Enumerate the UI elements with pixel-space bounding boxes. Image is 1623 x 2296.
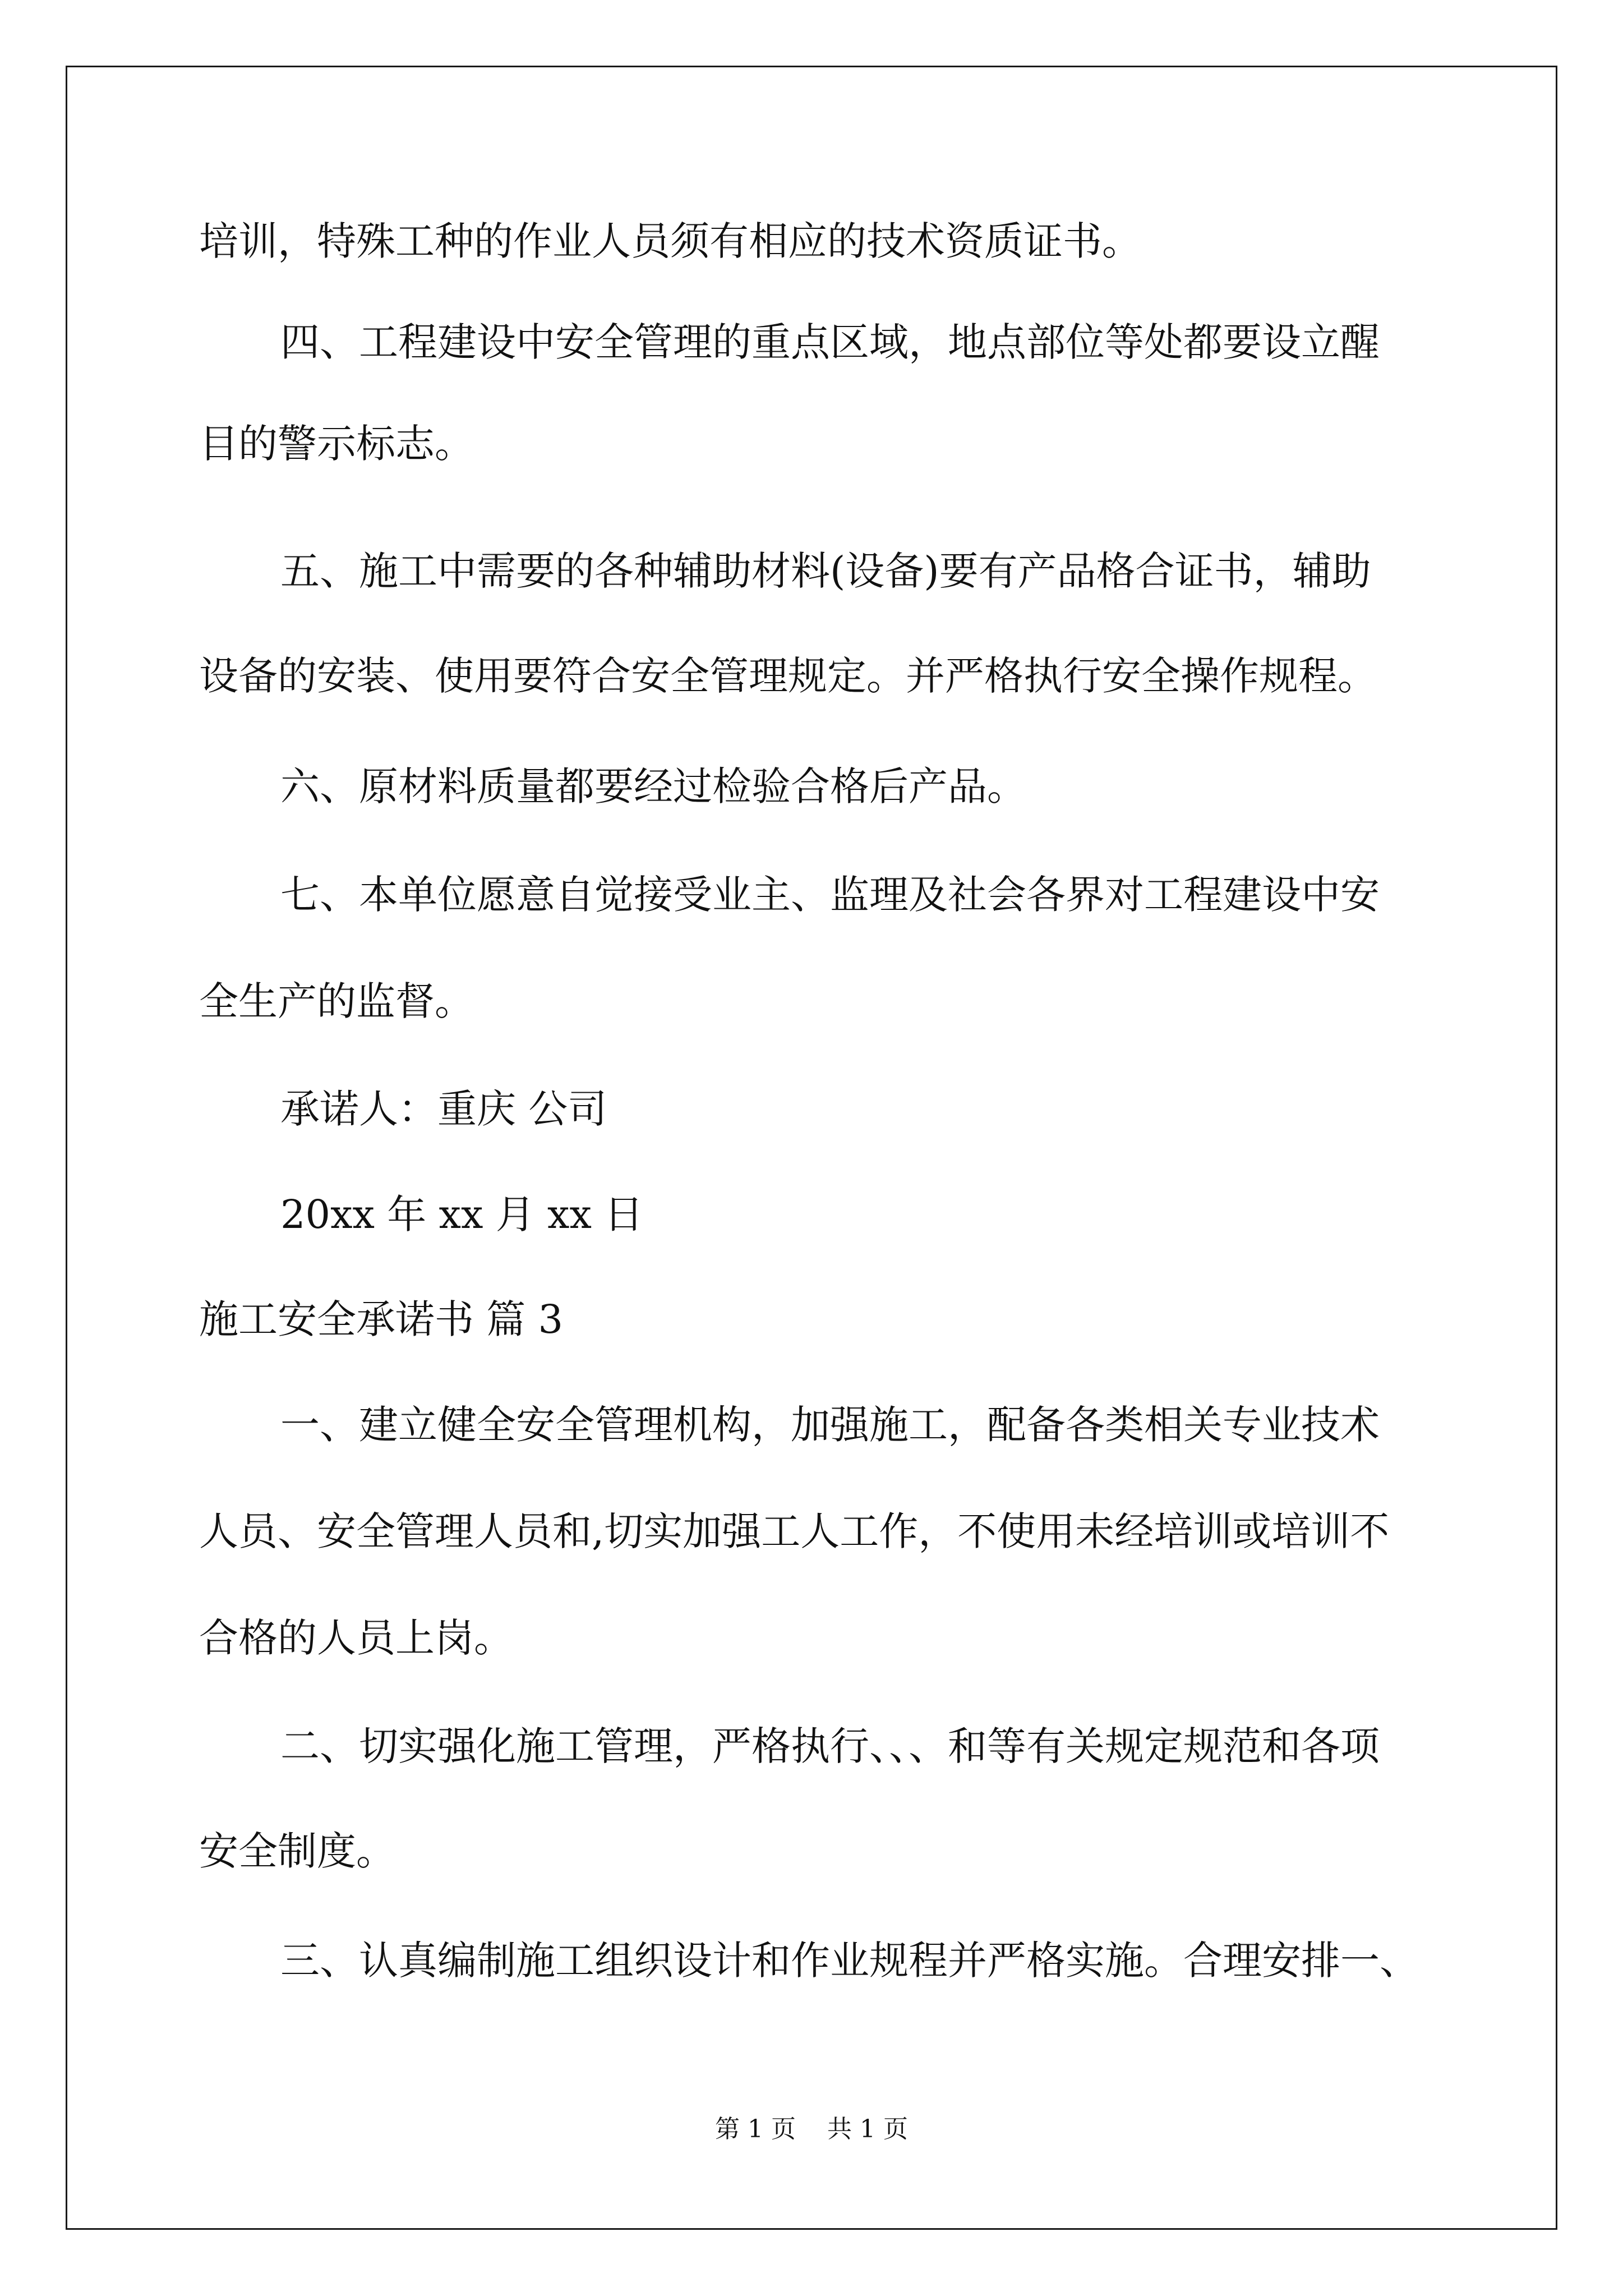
text-line: 目的警示标志。 [199, 421, 474, 467]
page-border [66, 66, 1557, 2230]
text-line: 二、切实强化施工管理，严格执行、、、和等有关规定规范和各项 [280, 1723, 1380, 1769]
text-line: 设备的安装、使用要符合安全管理规定。并严格执行安全操作规程。 [199, 653, 1377, 699]
text-line: 七、本单位愿意自觉接受业主、监理及社会各界对工程建设中安 [280, 872, 1380, 918]
text-line: 安全制度。 [199, 1828, 395, 1874]
signatory-line: 承诺人：重庆 公司 [280, 1086, 607, 1132]
text-line: 培训，特殊工种的作业人员须有相应的技术资质证书。 [199, 218, 1141, 264]
text-line: 一、建立健全安全管理机构，加强施工，配备各类相关专业技术 [280, 1402, 1380, 1448]
text-line: 合格的人员上岗。 [199, 1615, 513, 1661]
text-line: 四、工程建设中安全管理的重点区域，地点部位等处都要设立醒 [280, 319, 1380, 365]
text-line: 五、施工中需要的各种辅助材料(设备)要有产品格合证书，辅助 [280, 548, 1371, 594]
text-line: 六、原材料质量都要经过检验合格后产品。 [280, 763, 1026, 809]
page-total: 共 1 页 [827, 2115, 908, 2143]
date-line: 20xx 年 xx 月 xx 日 [280, 1191, 644, 1237]
page-number: 第 1 页 [715, 2115, 796, 2143]
text-line: 人员、安全管理人员和,切实加强工人工作，不使用未经培训或培训不 [199, 1508, 1390, 1554]
page-footer [0, 2114, 1623, 2145]
text-line: 全生产的监督。 [199, 978, 474, 1024]
section-heading: 施工安全承诺书 篇 3 [199, 1296, 564, 1342]
text-line: 三、认真编制施工组织设计和作业规程并严格实施。合理安排一、 [280, 1938, 1419, 1984]
